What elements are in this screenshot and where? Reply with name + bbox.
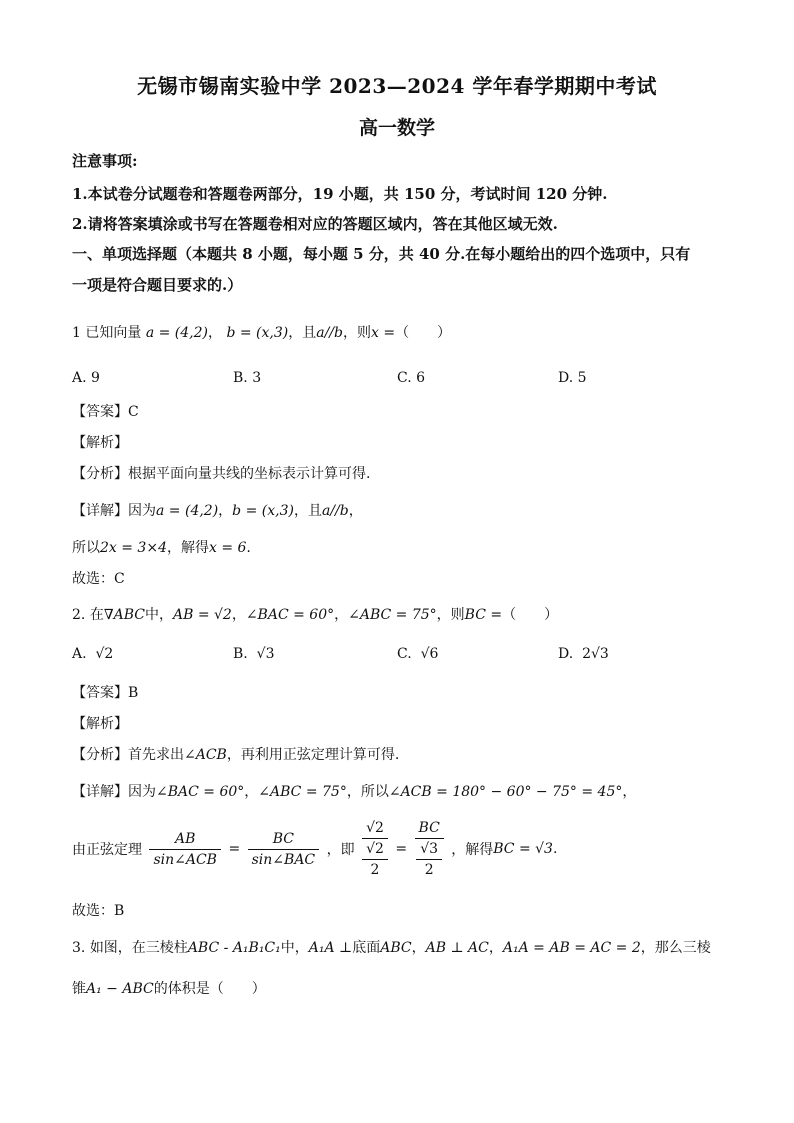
fraction: $\frac{BC}{\text{sin∠BAC}}$ (248, 829, 320, 870)
q1-fenxi: 【分析】根据平面向量共线的坐标表示计算可得. (72, 466, 371, 482)
parallel-expr: a//b (316, 325, 343, 341)
question-number: 3. (72, 940, 86, 956)
q2-answer: 【答案】B (72, 685, 139, 701)
answer-blank: （ ） (502, 607, 559, 623)
fraction: $\frac{BC}{\frac{√3}{2}}$ (415, 818, 444, 880)
q2-choice: 故选：B (72, 903, 125, 919)
exam-subtitle: 高一数学 (358, 117, 435, 139)
fraction: $\frac{√3}{2}$ (416, 839, 442, 880)
q2-sine-law: 由正弦定理 $\frac{AB}{\text{sin∠ACB}}$ = $\frac{BC}{\text{sin∠BAC}}$ ，即 $\frac{√2}{\frac{√2}{2}}$ = $\frac{BC}{\frac{√3}{2}}$ ，解得BC = √3. (72, 820, 558, 878)
question-3-stem: 3. 如图，在三棱柱ABC - A₁B₁C₁中，A₁A ⊥底面ABC，AB ⊥ AC，A₁A = AB = AC = 2，那么三棱 (72, 940, 711, 956)
q1-option-b: B. 3 (233, 370, 262, 386)
question-number: 2. (72, 607, 86, 623)
q1-choice: 故选：C (72, 571, 125, 587)
fraction: $\frac{AB}{\text{sin∠ACB}}$ (149, 829, 221, 870)
question-3-stem-line2: 锥A₁ − ABC的体积是（ ） (72, 981, 266, 997)
exam-title: 无锡市锡南实验中学 2023—2024 学年春学期期中考试 (137, 74, 657, 98)
q1-option-a: A. 9 (72, 370, 100, 386)
q2-option-a: A. √2 (72, 646, 114, 662)
question-1-stem: 1 已知向量 a = (4,2)， b = (x,3)，且a//b，则x =（ ） (72, 325, 452, 341)
vector-b-expr: b = (x,3) (226, 325, 289, 341)
q2-option-c: C. √6 (397, 646, 439, 662)
q1-answer: 【答案】C (72, 404, 139, 420)
vector-a-expr: a = (4,2) (145, 325, 208, 341)
fraction: $\frac{√2}{\frac{√2}{2}}$ (362, 818, 388, 880)
notice-heading: 注意事项: (72, 152, 138, 170)
q1-solution: 所以2x = 3×4，解得x = 6. (72, 540, 251, 556)
q2-fenxi: 【分析】首先求出∠ACB，再利用正弦定理计算可得. (72, 747, 400, 763)
q2-option-b: B. √3 (233, 646, 275, 662)
q2-detail: 【详解】因为∠BAC = 60°，∠ABC = 75°，所以∠ACB = 180° − 60° − 75° = 45°， (72, 784, 637, 800)
section-heading-line2: 一项是符合题目要求的.） (72, 276, 243, 294)
answer-blank: （ ） (395, 325, 452, 341)
fraction: $\frac{√2}{2}$ (362, 839, 388, 880)
q1-option-c: C. 6 (397, 370, 426, 386)
q1-detail: 【详解】因为a = (4,2)，b = (x,3)，且a//b， (72, 503, 363, 519)
notice-item-1: 1.本试卷分试题卷和答题卷两部分，19 小题，共 150 分，考试时间 120 分钟. (72, 185, 608, 203)
question-number: 1 (72, 325, 81, 341)
q2-analysis-label: 【解析】 (72, 716, 128, 732)
q1-analysis-label: 【解析】 (72, 435, 128, 451)
q2-option-d: D. 2√3 (558, 646, 609, 662)
notice-item-2: 2.请将答案填涂或书写在答题卷相对应的答题区域内，答在其他区域无效. (72, 215, 558, 233)
section-heading-line1: 一、单项选择题（本题共 8 小题，每小题 5 分，共 40 分.在每小题给出的四个选项中，只有 (72, 245, 691, 263)
q1-option-d: D. 5 (558, 370, 587, 386)
question-2-stem: 2. 在∇ABC中，AB = √2，∠BAC = 60°，∠ABC = 75°，则BC =（ ） (72, 607, 559, 623)
